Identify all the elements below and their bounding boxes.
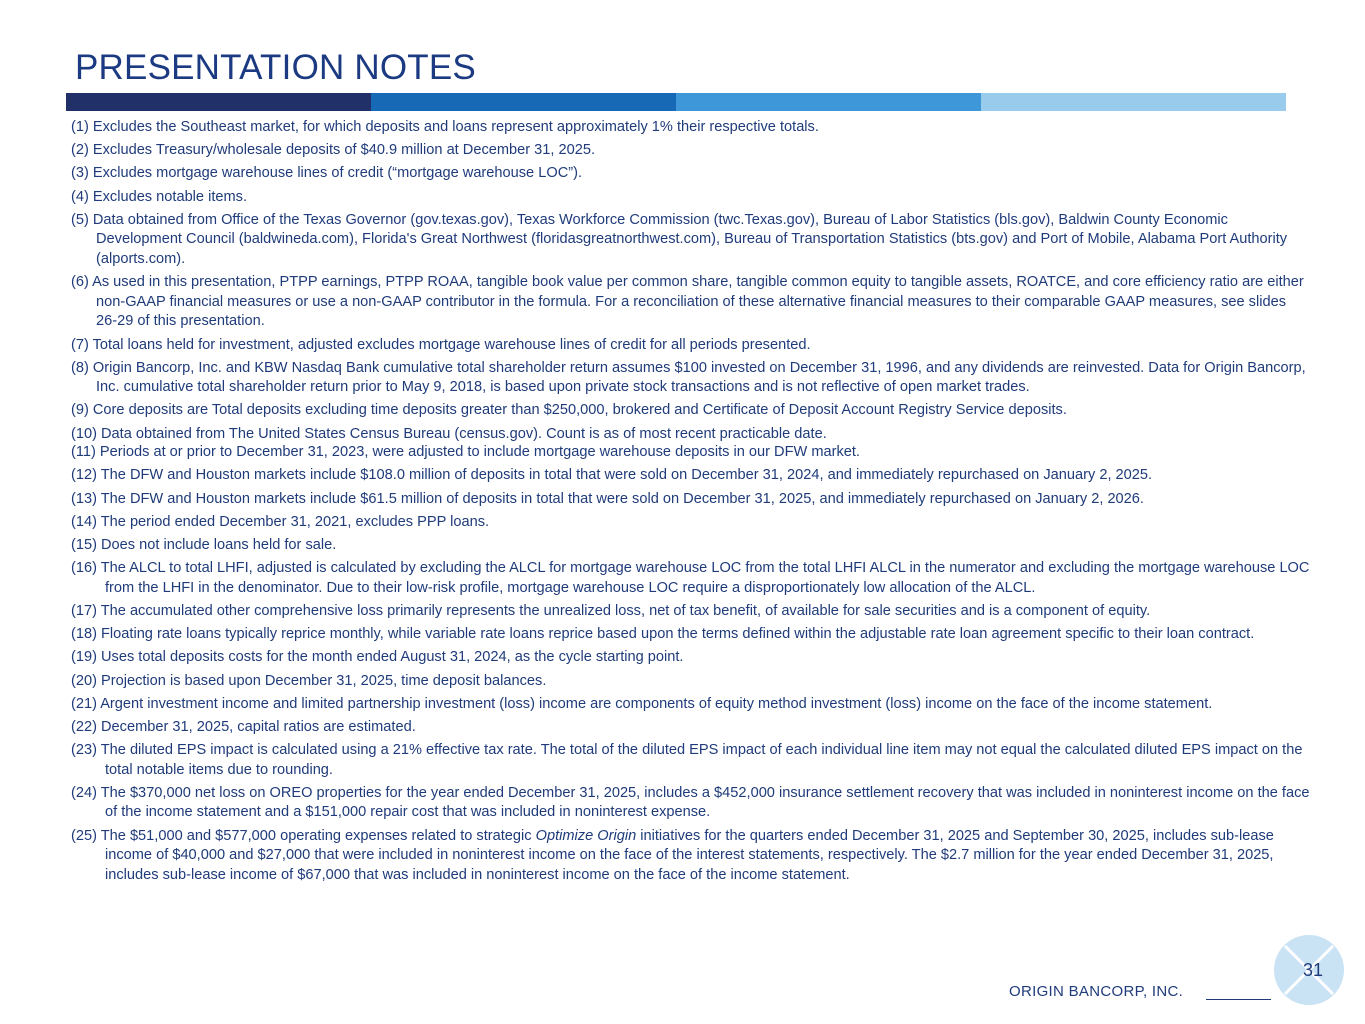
bar-segment-blue [371, 93, 676, 111]
note-3: (3) Excludes mortgage warehouse lines of credit (“mortgage warehouse LOC”). [71, 165, 583, 182]
note-15: (15) Does not include loans held for sale. [71, 537, 337, 553]
note-12: (12) The DFW and Houston markets include $108.0 million of deposits in total that were sold on December 31, 2024, and immediately repurchased on January 2, 2025. [71, 467, 1153, 484]
footer-rule [1206, 999, 1271, 1000]
note-8: (8) Origin Bancorp, Inc. and KBW Nasdaq Bank cumulative total shareholder return assumes $100 invested on December 31, 1996, and any dividends are reinvested. Data for Origin Bancorp, Inc. cumulative total shareholder return prior to May 9, 2018, is based upon private stock transactions and is not reflective of open market trades. [71, 359, 1306, 396]
note-7: (7) Total loans held for investment, adjusted excludes mortgage warehouse lines of credit for all periods presented. [71, 336, 811, 353]
note-22: (22) December 31, 2025, capital ratios are estimated. [71, 718, 416, 735]
note-24: (24) The $370,000 net loss on OREO properties for the year ended December 31, 2025, includes a $452,000 insurance settlement recovery that was included in noninterest income on the face of the income statement and a $151,000 repair cost that was included in noninterest expense. [71, 784, 1310, 821]
note-17: (17) The accumulated other comprehensive loss primarily represents the unrealized loss, net of tax benefit, of available for sale securities and is a component of equity. [71, 602, 1151, 619]
note-13: (13) The DFW and Houston markets include $61.5 million of deposits in total that were sold on December 31, 2025, and immediately repurchased on January 2, 2026. [71, 490, 1144, 507]
page-title: PRESENTATION NOTES [75, 48, 476, 87]
note-11: (11) Periods at or prior to December 31, 2023, were adjusted to include mortgage warehouse deposits in our DFW market. [71, 444, 860, 461]
note-20: (20) Projection is based upon December 31, 2025, time deposit balances. [71, 672, 547, 689]
note-6: (6) As used in this presentation, PTPP earnings, PTPP ROAA, tangible book value per common share, tangible common equity to tangible assets, ROATCE, and core efficiency ratio are either non-GAAP financial measures or use a non-GAAP contributor in the formula. For a reconciliation of these alternative financial measures to their comparable GAAP measures, see slides 26-29 of this presentation. [71, 274, 1304, 330]
note-25-text-end: initiatives for the quarters ended December 31, 2025 and September 30, 2025, includes sub-lease income of $40,000 and $27,000 that were included in noninterest income on the face of the interest statements, respectively. The $2.7 million for the year ended December 31, 2025, includes sub-lease income of $67,000 that was included in noninterest income on the face of the income statement. [105, 827, 1274, 883]
note-10: (10) Data obtained from The United States Census Bureau (census.gov). Count is as of most recent practicable date. [71, 425, 827, 442]
footer-company-name: ORIGIN BANCORP, INC. [1009, 983, 1184, 1000]
note-19: (19) Uses total deposits costs for the month ended August 31, 2024, as the cycle starting point. [71, 649, 684, 666]
bar-segment-light-blue [981, 93, 1286, 111]
bar-segment-mid-blue [676, 93, 981, 111]
page-number: 31 [1302, 960, 1324, 980]
note-21: (21) Argent investment income and limited partnership investment (loss) income are components of equity method investment (loss) income on the face of the income statement. [71, 695, 1213, 712]
title-color-bar [66, 93, 1286, 111]
note-2: (2) Excludes Treasury/wholesale deposits of $40.9 million at December 31, 2025. [71, 142, 596, 159]
note-9: (9) Core deposits are Total deposits excluding time deposits greater than $250,000, brokered and Certificate of Deposit Account Registry Service deposits. [71, 402, 1067, 419]
note-25-italic-term: Optimize Origin [535, 827, 637, 844]
note-23: (23) The diluted EPS impact is calculated using a 21% effective tax rate. The total of the diluted EPS impact of each individual line item may not equal the calculated diluted EPS impact on the total notable items due to rounding. [71, 742, 1303, 778]
bar-segment-navy [66, 93, 371, 111]
note-14: (14) The period ended December 31, 2021, excludes PPP loans. [71, 513, 490, 530]
note-4: (4) Excludes notable items. [71, 188, 248, 205]
note-18: (18) Floating rate loans typically reprice monthly, while variable rate loans reprice based upon the terms defined within the adjustable rate loan agreement specific to their loan contract. [71, 626, 1255, 643]
note-1: (1) Excludes the Southeast market, for which deposits and loans represent approximately 1% their respective totals. [71, 119, 819, 135]
notes-list [71, 118, 1311, 889]
note-25 [71, 827, 1311, 886]
note-16: (16) The ALCL to total LHFI, adjusted is calculated by excluding the ALCL for mortgage warehouse LOC from the total LHFI ALCL in the numerator and excluding the mortgage warehouse LOC from the LHFI in the denominator. Due to their low-risk profile, mortgage warehouse LOC require a disproportionately low allocation of the ALCL. [71, 560, 1310, 596]
note-25-text-start: (25) The $51,000 and $577,000 operating expenses related to strategic [71, 827, 536, 844]
note-5: (5) Data obtained from Office of the Texas Governor (gov.texas.gov), Texas Workforce Commission (twc.Texas.gov), Bureau of Labor Statistics (bls.gov), Baldwin County Economic Development Council (baldwineda.com), Florida's Great Northwest (floridasgreatnorthwest.com), Bureau of Transportation Statistics (bts.gov) and Port of Mobile, Alabama Port Authority (alports.com). [71, 211, 1288, 267]
